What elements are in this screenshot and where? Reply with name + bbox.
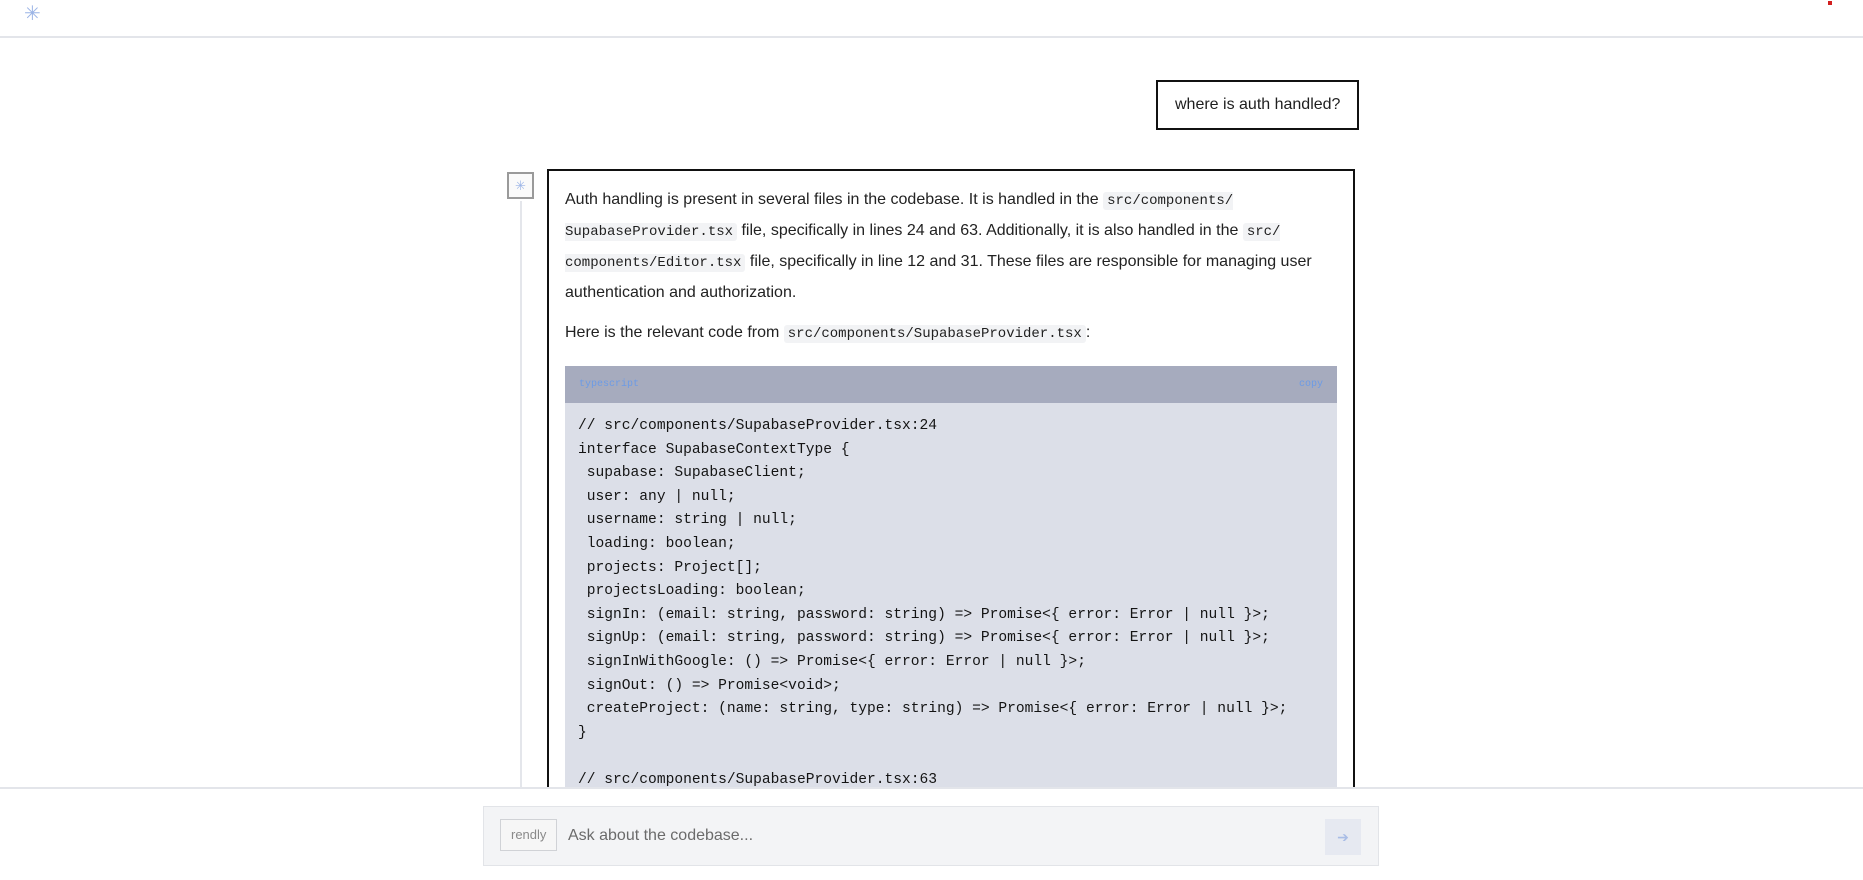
assistant-message xyxy=(547,169,1355,787)
code-block xyxy=(565,366,1337,787)
chat-scroll-area[interactable] xyxy=(0,38,1863,787)
copy-button[interactable]: copy xyxy=(1298,379,1323,390)
notification-dot xyxy=(1828,1,1832,5)
composer-area xyxy=(0,787,1863,880)
answer-paragraph xyxy=(565,318,1337,349)
file-path-code: src/​components/Editor.tsx xyxy=(565,224,1281,271)
composer xyxy=(483,806,1379,866)
chat-input[interactable] xyxy=(568,821,1298,851)
answer-text: : xyxy=(1085,324,1091,341)
top-bar xyxy=(0,0,1863,38)
user-message-bubble: where is auth handled? xyxy=(1156,80,1359,130)
answer-text: file, specifically in lines 24 and 63. Additionally, it is also handled in the xyxy=(737,222,1243,239)
asterisk-icon: ✳ xyxy=(507,172,534,199)
asterisk-logo-icon[interactable]: ✳ xyxy=(24,3,41,25)
code-language-label: typescript xyxy=(579,379,640,390)
repo-chip[interactable]: rendly xyxy=(500,819,557,851)
thread-line xyxy=(520,201,522,787)
send-button[interactable] xyxy=(1325,819,1361,855)
answer-text: Here is the relevant code from xyxy=(565,324,784,341)
code-content: // src/components/SupabaseProvider.tsx:24 interface SupabaseContextType { supabase: SupabaseClient; user: any | null; username: string | null; loading: boolean; projects: Project[]; projectsLoading: boolean; signIn: (email: string, password: string) => Promise<{ error: Error | null }>; signUp: (email: string, password: string) => Promise<{ error: Error | null }>; signInWithGoogle: () => Promise<{ error: Error | null }>; signOut: () => Promise<void>; createProject: (name: string, type: string) => Promise<{ error: Error | null }>; } // src/components/SupabaseProvider.tsx:63 xyxy=(578,418,1288,787)
arrow-right-icon: ➔ xyxy=(1337,829,1349,845)
answer-paragraph xyxy=(565,185,1337,307)
file-path-code: src/components/​SupabaseProvider.tsx xyxy=(565,193,1234,240)
answer-text: Auth handling is present in several files in the codebase. It is handled in the xyxy=(565,191,1104,208)
answer-text: file, specifically in line 12 and 31. These files are responsible for managing user authentication and authorization. xyxy=(565,253,1312,301)
file-path-code: src/components/SupabaseProvider.tsx xyxy=(784,325,1086,343)
code-block-header xyxy=(565,366,1337,403)
